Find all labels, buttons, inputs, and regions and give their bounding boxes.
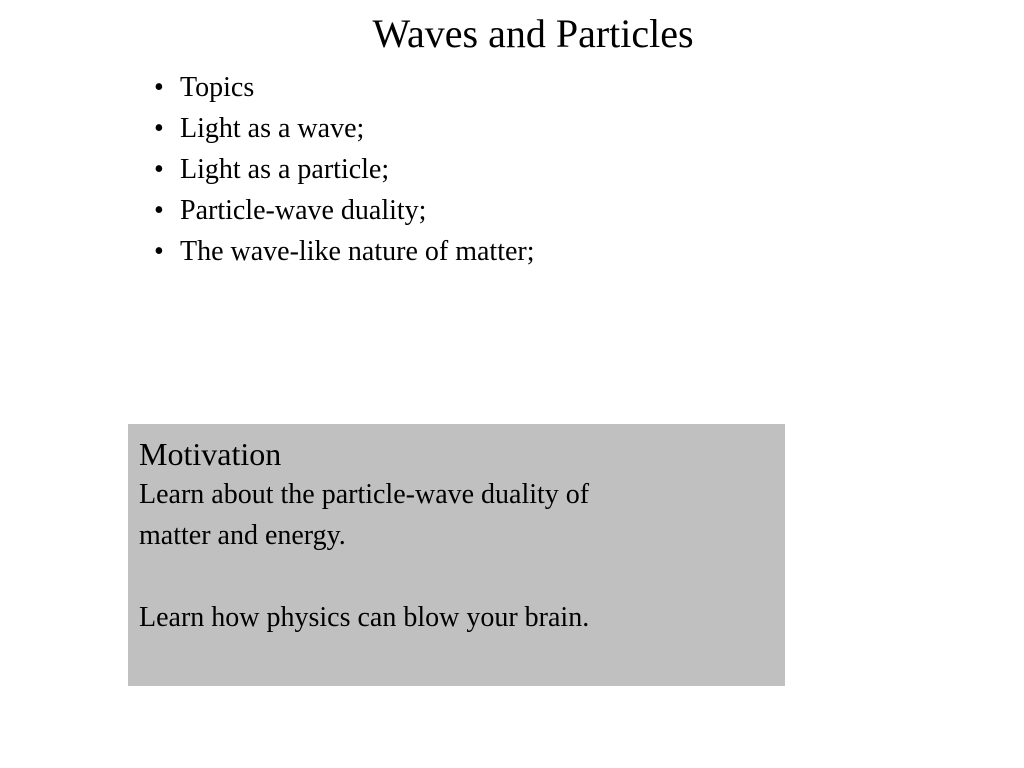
list-item: [154, 108, 535, 149]
bullet: •: [154, 113, 164, 144]
bullet: •: [154, 236, 164, 267]
slide-title: Waves and Particles: [372, 11, 694, 56]
list-item: [154, 231, 535, 272]
topic-text: Light as a wave;: [180, 113, 365, 144]
motivation-text-line: matter and energy.: [139, 520, 346, 551]
topic-text: Topics: [180, 72, 255, 103]
bullet: •: [154, 195, 164, 226]
topic-text: The wave-like nature of matter;: [180, 236, 535, 267]
list-item: [154, 149, 535, 190]
list-item: [154, 67, 535, 108]
motivation-text-line: Learn how physics can blow your brain.: [139, 602, 590, 633]
motivation-heading: Motivation: [139, 436, 282, 472]
topic-text: Light as a particle;: [180, 154, 390, 185]
bullet: •: [154, 154, 164, 185]
topic-text: Particle-wave duality;: [180, 195, 427, 226]
blank-line: [139, 556, 775, 597]
motivation-box: [128, 424, 785, 686]
topic-list: [154, 67, 535, 272]
motivation-text-line: Learn about the particle-wave duality of: [139, 479, 590, 510]
list-item: [154, 190, 535, 231]
bullet: •: [154, 72, 164, 103]
